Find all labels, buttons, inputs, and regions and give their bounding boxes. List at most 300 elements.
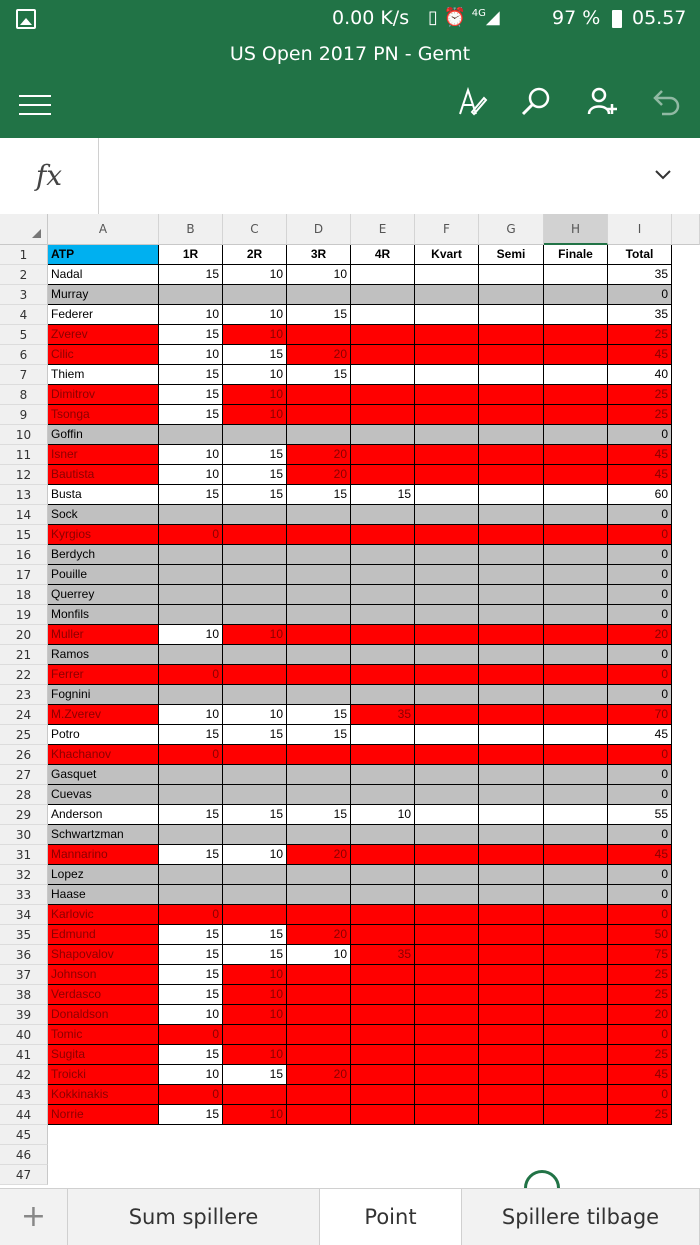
score-cell[interactable]: [415, 485, 479, 505]
total-cell[interactable]: 25: [608, 1105, 672, 1125]
score-cell[interactable]: [544, 1105, 608, 1125]
score-cell[interactable]: [479, 545, 544, 565]
score-cell[interactable]: [479, 345, 544, 365]
score-cell[interactable]: [415, 405, 479, 425]
total-cell[interactable]: 45: [608, 465, 672, 485]
total-cell[interactable]: 45: [608, 725, 672, 745]
score-cell[interactable]: [479, 765, 544, 785]
player-name-cell[interactable]: Schwartzman: [48, 825, 159, 845]
score-cell[interactable]: 20: [287, 845, 351, 865]
score-cell[interactable]: 15: [159, 485, 223, 505]
total-cell[interactable]: 45: [608, 1065, 672, 1085]
score-cell[interactable]: [544, 745, 608, 765]
score-cell[interactable]: [351, 1065, 415, 1085]
score-cell[interactable]: [287, 745, 351, 765]
row-header[interactable]: 20: [0, 625, 48, 645]
score-cell[interactable]: [544, 865, 608, 885]
score-cell[interactable]: [351, 745, 415, 765]
score-cell[interactable]: [223, 745, 287, 765]
score-cell[interactable]: 10: [287, 945, 351, 965]
score-cell[interactable]: [351, 585, 415, 605]
score-cell[interactable]: [351, 605, 415, 625]
score-cell[interactable]: [159, 545, 223, 565]
score-cell[interactable]: 15: [159, 965, 223, 985]
score-cell[interactable]: [415, 505, 479, 525]
score-cell[interactable]: [287, 685, 351, 705]
score-cell[interactable]: [479, 585, 544, 605]
score-cell[interactable]: [479, 485, 544, 505]
score-cell[interactable]: [223, 765, 287, 785]
score-cell[interactable]: 10: [287, 265, 351, 285]
score-cell[interactable]: [544, 265, 608, 285]
player-name-cell[interactable]: Tsonga: [48, 405, 159, 425]
row-header[interactable]: 9: [0, 405, 48, 425]
score-cell[interactable]: [479, 805, 544, 825]
total-cell[interactable]: 0: [608, 865, 672, 885]
score-cell[interactable]: [544, 585, 608, 605]
score-cell[interactable]: [544, 705, 608, 725]
player-name-cell[interactable]: M.Zverev: [48, 705, 159, 725]
row-header[interactable]: 25: [0, 725, 48, 745]
score-cell[interactable]: [544, 665, 608, 685]
score-cell[interactable]: [351, 965, 415, 985]
player-name-cell[interactable]: Zverev: [48, 325, 159, 345]
total-cell[interactable]: 0: [608, 525, 672, 545]
score-cell[interactable]: [479, 665, 544, 685]
score-cell[interactable]: 10: [223, 1105, 287, 1125]
score-cell[interactable]: [351, 1085, 415, 1105]
score-cell[interactable]: [351, 565, 415, 585]
score-cell[interactable]: [351, 885, 415, 905]
score-cell[interactable]: 15: [287, 365, 351, 385]
score-cell[interactable]: 0: [159, 1085, 223, 1105]
score-cell[interactable]: [351, 425, 415, 445]
score-cell[interactable]: 20: [287, 465, 351, 485]
score-cell[interactable]: [544, 1085, 608, 1105]
score-cell[interactable]: 0: [159, 665, 223, 685]
score-cell[interactable]: [351, 665, 415, 685]
row-header[interactable]: 33: [0, 885, 48, 905]
score-cell[interactable]: [351, 905, 415, 925]
score-cell[interactable]: [351, 1005, 415, 1025]
score-cell[interactable]: [544, 525, 608, 545]
total-cell[interactable]: 20: [608, 625, 672, 645]
score-cell[interactable]: [159, 425, 223, 445]
score-cell[interactable]: [351, 365, 415, 385]
score-cell[interactable]: 15: [223, 925, 287, 945]
column-header-f[interactable]: F: [415, 214, 479, 245]
score-cell[interactable]: 10: [159, 345, 223, 365]
total-cell[interactable]: 0: [608, 605, 672, 625]
score-cell[interactable]: [479, 745, 544, 765]
score-cell[interactable]: [415, 845, 479, 865]
score-cell[interactable]: 0: [159, 905, 223, 925]
total-cell[interactable]: 25: [608, 385, 672, 405]
score-cell[interactable]: [351, 385, 415, 405]
score-cell[interactable]: [223, 505, 287, 525]
player-name-cell[interactable]: Fognini: [48, 685, 159, 705]
score-cell[interactable]: [544, 385, 608, 405]
row-header[interactable]: 7: [0, 365, 48, 385]
score-cell[interactable]: [351, 1105, 415, 1125]
score-cell[interactable]: [287, 1045, 351, 1065]
score-cell[interactable]: [351, 525, 415, 545]
score-cell[interactable]: [351, 925, 415, 945]
score-cell[interactable]: 20: [287, 925, 351, 945]
column-header-a[interactable]: A: [48, 214, 159, 245]
row-header[interactable]: 14: [0, 505, 48, 525]
score-cell[interactable]: [159, 865, 223, 885]
score-cell[interactable]: [415, 925, 479, 945]
score-cell[interactable]: [351, 325, 415, 345]
header-cell[interactable]: 2R: [223, 245, 287, 265]
player-name-cell[interactable]: Muller: [48, 625, 159, 645]
score-cell[interactable]: [544, 1025, 608, 1045]
score-cell[interactable]: [479, 425, 544, 445]
score-cell[interactable]: 15: [159, 325, 223, 345]
total-cell[interactable]: 0: [608, 645, 672, 665]
score-cell[interactable]: [544, 825, 608, 845]
score-cell[interactable]: [544, 985, 608, 1005]
column-header-d[interactable]: D: [287, 214, 351, 245]
score-cell[interactable]: [479, 885, 544, 905]
score-cell[interactable]: [287, 505, 351, 525]
score-cell[interactable]: [415, 905, 479, 925]
row-header[interactable]: 43: [0, 1085, 48, 1105]
row-header[interactable]: 30: [0, 825, 48, 845]
score-cell[interactable]: [415, 605, 479, 625]
score-cell[interactable]: 10: [223, 385, 287, 405]
score-cell[interactable]: [544, 1045, 608, 1065]
header-cell[interactable]: Semi: [479, 245, 544, 265]
row-header[interactable]: 37: [0, 965, 48, 985]
score-cell[interactable]: [415, 1105, 479, 1125]
score-cell[interactable]: [351, 545, 415, 565]
row-header[interactable]: 6: [0, 345, 48, 365]
row-header[interactable]: 29: [0, 805, 48, 825]
score-cell[interactable]: [351, 405, 415, 425]
header-cell-atp[interactable]: ATP: [48, 245, 159, 265]
player-name-cell[interactable]: Cuevas: [48, 785, 159, 805]
score-cell[interactable]: [479, 785, 544, 805]
row-header[interactable]: 24: [0, 705, 48, 725]
row-header[interactable]: 18: [0, 585, 48, 605]
row-header[interactable]: 35: [0, 925, 48, 945]
score-cell[interactable]: [223, 525, 287, 545]
row-header[interactable]: 19: [0, 605, 48, 625]
score-cell[interactable]: [479, 925, 544, 945]
score-cell[interactable]: [479, 1045, 544, 1065]
score-cell[interactable]: 10: [223, 985, 287, 1005]
score-cell[interactable]: [479, 705, 544, 725]
total-cell[interactable]: 50: [608, 925, 672, 945]
score-cell[interactable]: [544, 1005, 608, 1025]
total-cell[interactable]: 45: [608, 445, 672, 465]
score-cell[interactable]: [415, 685, 479, 705]
score-cell[interactable]: [159, 785, 223, 805]
total-cell[interactable]: 25: [608, 405, 672, 425]
score-cell[interactable]: 15: [159, 1045, 223, 1065]
score-cell[interactable]: [351, 265, 415, 285]
score-cell[interactable]: [415, 825, 479, 845]
score-cell[interactable]: [415, 545, 479, 565]
player-name-cell[interactable]: Dimitrov: [48, 385, 159, 405]
score-cell[interactable]: 10: [159, 1065, 223, 1085]
undo-icon[interactable]: [648, 86, 684, 122]
score-cell[interactable]: 15: [159, 405, 223, 425]
score-cell[interactable]: [287, 785, 351, 805]
score-cell[interactable]: [159, 585, 223, 605]
score-cell[interactable]: [351, 845, 415, 865]
add-person-icon[interactable]: [584, 86, 620, 122]
score-cell[interactable]: [223, 865, 287, 885]
score-cell[interactable]: [351, 465, 415, 485]
row-header[interactable]: 38: [0, 985, 48, 1005]
score-cell[interactable]: [415, 1025, 479, 1045]
score-cell[interactable]: [544, 1065, 608, 1085]
formula-input[interactable]: [110, 162, 630, 190]
score-cell[interactable]: [351, 785, 415, 805]
function-icon[interactable]: fx: [0, 138, 99, 214]
score-cell[interactable]: [479, 385, 544, 405]
player-name-cell[interactable]: Potro: [48, 725, 159, 745]
player-name-cell[interactable]: Donaldson: [48, 1005, 159, 1025]
player-name-cell[interactable]: Ramos: [48, 645, 159, 665]
score-cell[interactable]: [351, 305, 415, 325]
score-cell[interactable]: 0: [159, 525, 223, 545]
sheet-tab-point[interactable]: Point: [320, 1189, 462, 1245]
score-cell[interactable]: 15: [287, 725, 351, 745]
score-cell[interactable]: [479, 325, 544, 345]
score-cell[interactable]: [159, 565, 223, 585]
score-cell[interactable]: 15: [159, 945, 223, 965]
score-cell[interactable]: [415, 565, 479, 585]
score-cell[interactable]: [351, 1025, 415, 1045]
header-cell[interactable]: 3R: [287, 245, 351, 265]
score-cell[interactable]: [479, 845, 544, 865]
score-cell[interactable]: [544, 545, 608, 565]
score-cell[interactable]: [479, 965, 544, 985]
score-cell[interactable]: [287, 1005, 351, 1025]
score-cell[interactable]: [223, 885, 287, 905]
score-cell[interactable]: 10: [223, 365, 287, 385]
player-name-cell[interactable]: Haase: [48, 885, 159, 905]
player-name-cell[interactable]: Sock: [48, 505, 159, 525]
score-cell[interactable]: 0: [159, 745, 223, 765]
score-cell[interactable]: [159, 285, 223, 305]
score-cell[interactable]: [287, 385, 351, 405]
score-cell[interactable]: 10: [159, 625, 223, 645]
score-cell[interactable]: [415, 365, 479, 385]
score-cell[interactable]: 15: [287, 305, 351, 325]
player-name-cell[interactable]: Verdasco: [48, 985, 159, 1005]
score-cell[interactable]: [479, 605, 544, 625]
row-header[interactable]: 13: [0, 485, 48, 505]
score-cell[interactable]: [479, 445, 544, 465]
row-header[interactable]: 2: [0, 265, 48, 285]
row-header[interactable]: 44: [0, 1105, 48, 1125]
total-cell[interactable]: 0: [608, 785, 672, 805]
score-cell[interactable]: [479, 685, 544, 705]
player-name-cell[interactable]: Sugita: [48, 1045, 159, 1065]
hamburger-menu-icon[interactable]: [19, 95, 51, 117]
score-cell[interactable]: [544, 285, 608, 305]
total-cell[interactable]: 45: [608, 845, 672, 865]
total-cell[interactable]: 0: [608, 905, 672, 925]
row-header[interactable]: 16: [0, 545, 48, 565]
score-cell[interactable]: [287, 985, 351, 1005]
score-cell[interactable]: [544, 905, 608, 925]
total-cell[interactable]: 0: [608, 425, 672, 445]
player-name-cell[interactable]: Bautista: [48, 465, 159, 485]
sheet-tab-sum-spillere[interactable]: Sum spillere: [68, 1189, 320, 1245]
score-cell[interactable]: [287, 905, 351, 925]
score-cell[interactable]: 15: [223, 725, 287, 745]
row-header[interactable]: 23: [0, 685, 48, 705]
score-cell[interactable]: [415, 645, 479, 665]
player-name-cell[interactable]: Edmund: [48, 925, 159, 945]
score-cell[interactable]: [544, 645, 608, 665]
score-cell[interactable]: [223, 565, 287, 585]
column-header-c[interactable]: C: [223, 214, 287, 245]
score-cell[interactable]: 15: [223, 485, 287, 505]
score-cell[interactable]: [544, 445, 608, 465]
total-cell[interactable]: 20: [608, 1005, 672, 1025]
score-cell[interactable]: [415, 985, 479, 1005]
score-cell[interactable]: [415, 385, 479, 405]
score-cell[interactable]: [479, 365, 544, 385]
row-header[interactable]: 11: [0, 445, 48, 465]
score-cell[interactable]: [415, 325, 479, 345]
score-cell[interactable]: 20: [287, 1065, 351, 1085]
score-cell[interactable]: 15: [223, 465, 287, 485]
score-cell[interactable]: 10: [223, 405, 287, 425]
score-cell[interactable]: 15: [223, 445, 287, 465]
score-cell[interactable]: [223, 285, 287, 305]
chevron-down-icon[interactable]: [655, 164, 671, 185]
score-cell[interactable]: [544, 405, 608, 425]
score-cell[interactable]: [415, 965, 479, 985]
score-cell[interactable]: 10: [351, 805, 415, 825]
player-name-cell[interactable]: Pouille: [48, 565, 159, 585]
score-cell[interactable]: [479, 285, 544, 305]
score-cell[interactable]: [479, 1065, 544, 1085]
score-cell[interactable]: [223, 605, 287, 625]
score-cell[interactable]: [415, 765, 479, 785]
score-cell[interactable]: [544, 605, 608, 625]
score-cell[interactable]: [415, 805, 479, 825]
score-cell[interactable]: [223, 1025, 287, 1045]
row-header[interactable]: 46: [0, 1145, 48, 1165]
score-cell[interactable]: [479, 825, 544, 845]
score-cell[interactable]: 15: [159, 1105, 223, 1125]
score-cell[interactable]: [415, 305, 479, 325]
total-cell[interactable]: 70: [608, 705, 672, 725]
player-name-cell[interactable]: Lopez: [48, 865, 159, 885]
score-cell[interactable]: [159, 505, 223, 525]
score-cell[interactable]: [351, 865, 415, 885]
score-cell[interactable]: 15: [223, 805, 287, 825]
player-name-cell[interactable]: Khachanov: [48, 745, 159, 765]
score-cell[interactable]: 10: [223, 845, 287, 865]
score-cell[interactable]: 10: [223, 305, 287, 325]
total-cell[interactable]: 75: [608, 945, 672, 965]
score-cell[interactable]: 15: [159, 385, 223, 405]
score-cell[interactable]: [351, 505, 415, 525]
score-cell[interactable]: [544, 765, 608, 785]
player-name-cell[interactable]: Kokkinakis: [48, 1085, 159, 1105]
score-cell[interactable]: [479, 865, 544, 885]
row-header[interactable]: 45: [0, 1125, 48, 1145]
player-name-cell[interactable]: Anderson: [48, 805, 159, 825]
score-cell[interactable]: 15: [159, 725, 223, 745]
score-cell[interactable]: [544, 365, 608, 385]
score-cell[interactable]: 10: [223, 625, 287, 645]
score-cell[interactable]: [159, 885, 223, 905]
score-cell[interactable]: [287, 605, 351, 625]
score-cell[interactable]: [544, 505, 608, 525]
score-cell[interactable]: [415, 425, 479, 445]
score-cell[interactable]: [479, 265, 544, 285]
score-cell[interactable]: 15: [159, 365, 223, 385]
score-cell[interactable]: 10: [223, 1005, 287, 1025]
total-cell[interactable]: 0: [608, 745, 672, 765]
score-cell[interactable]: [544, 425, 608, 445]
score-cell[interactable]: [287, 545, 351, 565]
score-cell[interactable]: 15: [159, 985, 223, 1005]
score-cell[interactable]: [415, 745, 479, 765]
total-cell[interactable]: 0: [608, 885, 672, 905]
score-cell[interactable]: [479, 985, 544, 1005]
score-cell[interactable]: [415, 885, 479, 905]
column-header-e[interactable]: E: [351, 214, 415, 245]
score-cell[interactable]: [479, 525, 544, 545]
score-cell[interactable]: [287, 285, 351, 305]
score-cell[interactable]: [223, 825, 287, 845]
score-cell[interactable]: 15: [287, 805, 351, 825]
score-cell[interactable]: [479, 905, 544, 925]
score-cell[interactable]: [544, 965, 608, 985]
score-cell[interactable]: [287, 1105, 351, 1125]
total-cell[interactable]: 0: [608, 545, 672, 565]
score-cell[interactable]: [351, 1045, 415, 1065]
score-cell[interactable]: 10: [159, 445, 223, 465]
row-header[interactable]: 15: [0, 525, 48, 545]
total-cell[interactable]: 40: [608, 365, 672, 385]
player-name-cell[interactable]: Querrey: [48, 585, 159, 605]
total-cell[interactable]: 0: [608, 505, 672, 525]
row-header[interactable]: 31: [0, 845, 48, 865]
score-cell[interactable]: [415, 865, 479, 885]
row-header[interactable]: 47: [0, 1165, 48, 1185]
score-cell[interactable]: [479, 645, 544, 665]
score-cell[interactable]: [287, 585, 351, 605]
row-header[interactable]: 1: [0, 245, 48, 265]
score-cell[interactable]: [287, 625, 351, 645]
player-name-cell[interactable]: Nadal: [48, 265, 159, 285]
score-cell[interactable]: [479, 505, 544, 525]
score-cell[interactable]: [287, 885, 351, 905]
score-cell[interactable]: [287, 665, 351, 685]
score-cell[interactable]: [287, 865, 351, 885]
total-cell[interactable]: 0: [608, 585, 672, 605]
player-name-cell[interactable]: Berdych: [48, 545, 159, 565]
row-header[interactable]: 34: [0, 905, 48, 925]
player-name-cell[interactable]: Goffin: [48, 425, 159, 445]
total-cell[interactable]: 0: [608, 765, 672, 785]
total-cell[interactable]: 35: [608, 265, 672, 285]
row-header[interactable]: 4: [0, 305, 48, 325]
